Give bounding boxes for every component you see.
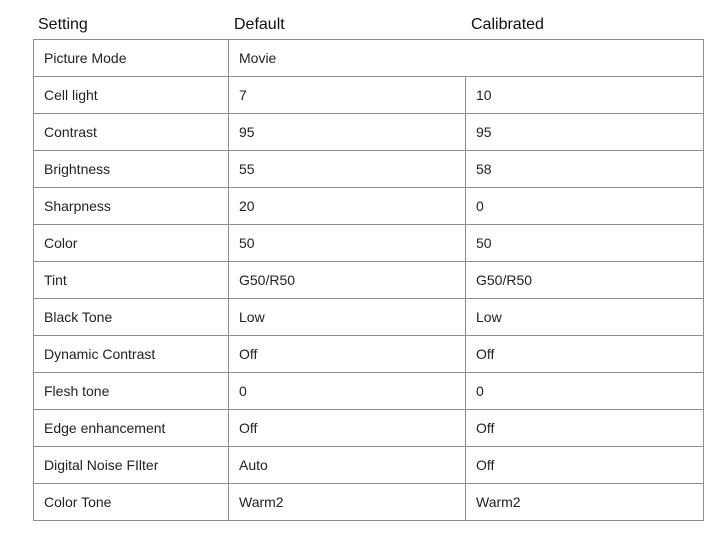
setting-cell: Color [34,225,229,262]
setting-cell: Brightness [34,151,229,188]
table-header [0,0,727,38]
setting-cell: Edge enhancement [34,410,229,447]
calibrated-cell: Low [466,299,704,336]
table-row [34,262,704,299]
setting-cell: Sharpness [34,188,229,225]
default-cell: 20 [229,188,466,225]
calibrated-cell: 58 [466,151,704,188]
calibrated-cell: 10 [466,77,704,114]
table-row [34,410,704,447]
default-cell: Warm2 [229,484,466,521]
default-cell: Movie [229,40,704,77]
table-row [34,299,704,336]
table-row [34,484,704,521]
calibrated-cell: 95 [466,114,704,151]
setting-cell: Cell light [34,77,229,114]
default-cell: 55 [229,151,466,188]
default-cell: Off [229,410,466,447]
calibrated-cell: Off [466,336,704,373]
default-cell: 95 [229,114,466,151]
table-row [34,447,704,484]
default-cell: Off [229,336,466,373]
table-row [34,151,704,188]
calibrated-cell: Off [466,447,704,484]
setting-cell: Digital Noise FIlter [34,447,229,484]
setting-cell: Dynamic Contrast [34,336,229,373]
default-cell: 50 [229,225,466,262]
default-cell: 7 [229,77,466,114]
default-cell: G50/R50 [229,262,466,299]
table-row [34,114,704,151]
calibrated-cell: 0 [466,188,704,225]
table-row [34,336,704,373]
calibrated-cell: G50/R50 [466,262,704,299]
setting-cell: Contrast [34,114,229,151]
calibrated-cell: Warm2 [466,484,704,521]
header-setting: Setting [38,16,88,33]
calibrated-cell: 0 [466,373,704,410]
default-cell: 0 [229,373,466,410]
default-cell: Low [229,299,466,336]
table-row [34,40,704,77]
setting-cell: Picture Mode [34,40,229,77]
calibrated-cell: 50 [466,225,704,262]
setting-cell: Color Tone [34,484,229,521]
setting-cell: Black Tone [34,299,229,336]
setting-cell: Flesh tone [34,373,229,410]
default-cell: Auto [229,447,466,484]
setting-cell: Tint [34,262,229,299]
settings-table [33,39,704,521]
table-row [34,77,704,114]
calibrated-cell: Off [466,410,704,447]
table-row [34,373,704,410]
table-row [34,188,704,225]
table-row [34,225,704,262]
header-default: Default [234,16,285,33]
header-calibrated: Calibrated [471,16,544,33]
